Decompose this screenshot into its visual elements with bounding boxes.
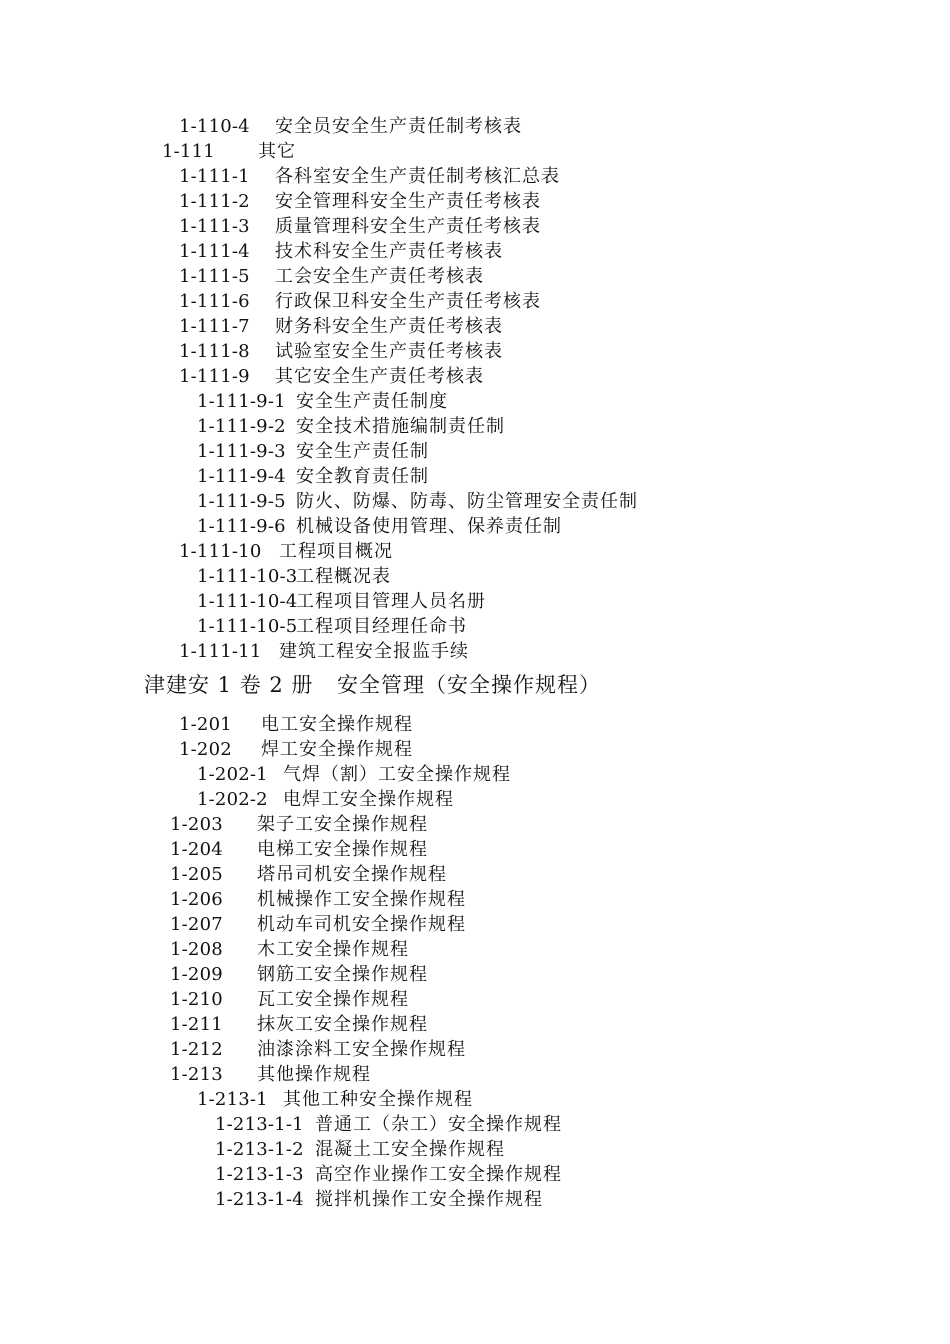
- item-code: 1-206: [170, 889, 223, 910]
- item-code: 1-111-4: [179, 241, 250, 262]
- item-title: 机械操作工安全操作规程: [257, 889, 466, 910]
- item-code: 1-212: [170, 1039, 223, 1060]
- item-code: 1-111-8: [179, 341, 250, 362]
- item-code: 1-111-6: [179, 291, 250, 312]
- item-title: 防火、防爆、防毒、防尘管理安全责任制: [296, 491, 638, 512]
- item-title: 行政保卫科安全生产责任考核表: [275, 291, 541, 312]
- item-code: 1-213-1-2: [215, 1139, 304, 1160]
- item-code: 1-202-2: [197, 789, 268, 810]
- item-title: 工程项目概况: [279, 541, 393, 562]
- item-title: 建筑工程安全报监手续: [279, 641, 469, 662]
- item-title: 瓦工安全操作规程: [257, 989, 409, 1010]
- item-title: 高空作业操作工安全操作规程: [315, 1164, 562, 1185]
- item-title: 普通工（杂工）安全操作规程: [315, 1114, 562, 1135]
- item-code: 1-203: [170, 814, 223, 835]
- section-subject: 安全管理（安全操作规程）: [337, 673, 601, 697]
- item-code: 1-202-1: [197, 764, 268, 785]
- item-title: 工程概况表: [296, 566, 391, 587]
- item-title: 电梯工安全操作规程: [257, 839, 428, 860]
- item-title: 其它安全生产责任考核表: [275, 366, 484, 387]
- item-code: 1-111-10-3: [197, 566, 298, 587]
- item-code: 1-205: [170, 864, 223, 885]
- item-code: 1-111-11: [179, 641, 262, 662]
- item-title: 焊工安全操作规程: [261, 739, 413, 760]
- item-code: 1-111-9: [179, 366, 250, 387]
- item-title: 塔吊司机安全操作规程: [257, 864, 447, 885]
- item-title: 木工安全操作规程: [257, 939, 409, 960]
- item-code: 1-111-10-5: [197, 616, 298, 637]
- item-title: 技术科安全生产责任考核表: [275, 241, 503, 262]
- item-title: 安全管理科安全生产责任考核表: [275, 191, 541, 212]
- item-title: 气焊（割）工安全操作规程: [283, 764, 511, 785]
- item-title: 质量管理科安全生产责任考核表: [275, 216, 541, 237]
- item-title: 安全生产责任制度: [296, 391, 448, 412]
- item-code: 1-111-9-2: [197, 416, 286, 437]
- item-title: 安全教育责任制: [296, 466, 429, 487]
- item-title: 试验室安全生产责任考核表: [275, 341, 503, 362]
- item-code: 1-110-4: [179, 116, 250, 137]
- item-code: 1-204: [170, 839, 223, 860]
- item-code: 1-209: [170, 964, 223, 985]
- item-title: 抹灰工安全操作规程: [257, 1014, 428, 1035]
- item-code: 1-213-1-3: [215, 1164, 304, 1185]
- item-title: 安全技术措施编制责任制: [296, 416, 505, 437]
- item-code: 1-111-5: [179, 266, 250, 287]
- item-code: 1-207: [170, 914, 223, 935]
- item-title: 其他工种安全操作规程: [283, 1089, 473, 1110]
- item-title: 架子工安全操作规程: [257, 814, 428, 835]
- item-title: 机械设备使用管理、保养责任制: [296, 516, 562, 537]
- item-code: 1-213-1-4: [215, 1189, 304, 1210]
- item-code: 1-111-2: [179, 191, 250, 212]
- item-title: 钢筋工安全操作规程: [257, 964, 428, 985]
- item-title: 搅拌机操作工安全操作规程: [315, 1189, 543, 1210]
- item-code: 1-211: [170, 1014, 223, 1035]
- item-title: 各科室安全生产责任制考核汇总表: [275, 166, 560, 187]
- item-code: 1-213-1: [197, 1089, 268, 1110]
- item-title: 工会安全生产责任考核表: [275, 266, 484, 287]
- item-code: 1-202: [179, 739, 232, 760]
- item-code: 1-111-9-6: [197, 516, 286, 537]
- item-code: 1-213: [170, 1064, 223, 1085]
- item-code: 1-111-9-3: [197, 441, 286, 462]
- item-code: 1-111-9-1: [197, 391, 286, 412]
- item-code: 1-210: [170, 989, 223, 1010]
- item-title: 机动车司机安全操作规程: [257, 914, 466, 935]
- item-code: 1-111-3: [179, 216, 250, 237]
- item-code: 1-213-1-1: [215, 1114, 304, 1135]
- item-code: 1-111-10-4: [197, 591, 298, 612]
- volume-label: 津建安 1 卷 2 册: [144, 673, 314, 697]
- item-code: 1-111-10: [179, 541, 262, 562]
- item-title: 安全员安全生产责任制考核表: [275, 116, 522, 137]
- item-code: 1-111-9-5: [197, 491, 286, 512]
- item-title: 其他操作规程: [257, 1064, 371, 1085]
- item-code: 1-111-1: [179, 166, 250, 187]
- item-code: 1-111-7: [179, 316, 250, 337]
- item-code: 1-208: [170, 939, 223, 960]
- item-title: 电工安全操作规程: [261, 714, 413, 735]
- item-title: 工程项目经理任命书: [296, 616, 467, 637]
- item-code: 1-201: [179, 714, 232, 735]
- item-title: 其它: [258, 141, 296, 162]
- item-title: 安全生产责任制: [296, 441, 429, 462]
- item-title: 油漆涂料工安全操作规程: [257, 1039, 466, 1060]
- section-heading: [144, 670, 601, 700]
- item-title: 电焊工安全操作规程: [283, 789, 454, 810]
- item-code: 1-111-9-4: [197, 466, 286, 487]
- item-title: 工程项目管理人员名册: [296, 591, 486, 612]
- item-code: 1-111: [162, 141, 215, 162]
- item-title: 混凝土工安全操作规程: [315, 1139, 505, 1160]
- item-title: 财务科安全生产责任考核表: [275, 316, 503, 337]
